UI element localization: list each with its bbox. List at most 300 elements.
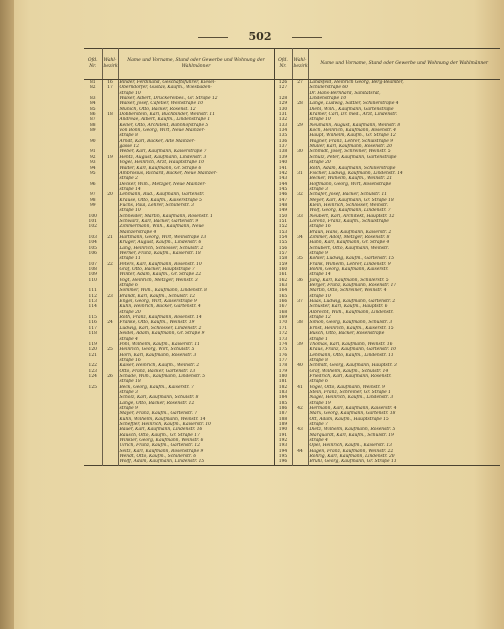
entry-text: Jung, Karl, Kaufmann, Schillerstr. 5 (308, 278, 500, 283)
entry-number: 140 (274, 160, 292, 165)
entry-text: Schillerstraße 60 (308, 85, 500, 90)
entry-text: straße 20 (118, 310, 274, 315)
page-number-rule-right (292, 37, 322, 38)
entry-text: Rausch, Otto, Kaufm., Gr. Straße 17 (118, 433, 274, 438)
entry-text: straße 3 (118, 390, 274, 395)
entry-number: 116 (88, 320, 97, 326)
entry-number: 110 (88, 277, 97, 283)
entry-number: 114 (88, 304, 97, 310)
entry-text: Meyer, Karl, Kaufmann, Gr. Straße 18 (308, 198, 500, 203)
district-number: 38 (292, 320, 308, 325)
entry-text: Decker, Wilh., Metzger, Neue Mainzer- (118, 182, 274, 187)
entry-text: Stein, Franz, Schreiner, Gr. Straße 1 (308, 390, 500, 395)
entry-text: Scheffler, Heinrich, Kaufm., Kaiserstr. 10 (118, 422, 274, 427)
entry-text: Walser, Josef, Cafétier, Weinstraße 10 (118, 101, 274, 106)
district-number (102, 459, 118, 465)
header-district: Wahl-bezirk (292, 49, 308, 80)
entry-number: 129 (274, 101, 292, 106)
entry-number: 93 (89, 160, 96, 166)
entry-text: Krüger, August, Kaufm., Lindenstr. 6 (118, 240, 274, 245)
entry-text: Thomas, Karl, Kaufmann, Weinstr. 16 (308, 342, 500, 347)
entry-text: Kraus, Franz, Kaufmann, Gartenstr. 10 (308, 347, 500, 352)
entry-number: 136 (274, 139, 292, 144)
entry-text: Ernst, Heinrich, Kaufm., Kaiserstr. 15 (308, 326, 500, 331)
district-number (292, 459, 308, 465)
district-number: 41 (292, 385, 308, 390)
entry-text: Dietz, Wilhelm, Kaufmann, Rosenstr. 5 (308, 427, 500, 432)
entry-number: 196 (274, 459, 292, 465)
page-number-rule-left (198, 37, 228, 38)
district-number: 30 (292, 149, 308, 154)
entry-text: Klein, Heinrich, Schlosser, Weinstr. (308, 203, 500, 208)
header-number: Ofd. Nr. (84, 49, 102, 80)
entry-text: Kaiser, Heinrich, Kaufm., Weinstr. 2 (118, 363, 274, 368)
entry-text: Becker, Wilhelm, Kaufm., Weinstr. 21 (308, 176, 500, 181)
entry-number: 189 (274, 422, 292, 427)
district-number: 20 (102, 192, 118, 197)
entry-text: Schäfer, Josef, Bäcker, Schulstr. 11 (308, 192, 500, 197)
entry-number: 117 (88, 325, 97, 331)
entry-text: straße 19 (308, 401, 500, 406)
entry-text: Walter, Karl, Kaufmann, Gr. Straße 6 (118, 166, 274, 171)
header-district: Wahl-bezirk (102, 49, 118, 80)
entry-number: 82 (89, 85, 96, 91)
entry-text: Friedrich, Karl, Kaufmann, Rosenstr. (308, 374, 500, 379)
entry-number: 83 (89, 96, 96, 102)
entry-number: 104 (88, 240, 97, 246)
entry-text: Winter, Adam, Kaufm., Gr. Straße 22 (118, 272, 274, 277)
entry-text: Vogel, Otto, Kaufmann, Weinstr. 9 (308, 385, 500, 390)
entry-text: Nagel, Heinrich, Kaufm., Lindenstr. 3 (308, 395, 500, 400)
entry-text: straße 10 (118, 208, 274, 213)
entry-number: 153 (274, 230, 292, 235)
entry-number: 170 (274, 320, 292, 325)
entry-number: 113 (88, 299, 97, 305)
entry-text: Krause, Otto, Kaufm., Kaiserstraße 5 (118, 198, 274, 203)
entry-number: 191 (274, 433, 292, 438)
district-number: 36 (292, 278, 308, 283)
entry-number: 178 (274, 363, 292, 368)
entry-number: 179 (274, 369, 292, 374)
entry-text: straße 20 (308, 160, 500, 165)
district-number: 25 (102, 347, 118, 352)
entry-text: Beck, Georg, Kaufm., Kaiserstr. 7 (118, 385, 274, 390)
entry-number: 100 (88, 213, 97, 219)
entry-text: straße 7 (308, 422, 500, 427)
entry-number: 185 (274, 401, 292, 406)
entry-text: Schuster, Karl, Kaufm., Hauptstr. 6 (308, 304, 500, 309)
entry-text: gasse 12 (118, 144, 274, 149)
entry-text: Röhrig, Karl, Kaufmann, Lindenstr. 20 (308, 454, 500, 459)
entry-number: 128 (274, 96, 292, 101)
entry-text: Müller, Karl, Kaufmann, Rosenstr. 20 (308, 144, 500, 149)
entry-number: 120 (88, 347, 97, 353)
district-number: 43 (292, 427, 308, 432)
entry-text: straße 6 (118, 283, 274, 288)
entry-number: 146 (274, 192, 292, 197)
entry-text: Heinrich, Georg, Wirt, Schulstr. 5 (118, 347, 274, 352)
district-number: 24 (102, 320, 118, 325)
district-number: 17 (102, 85, 118, 90)
entry-text: Hentz, August, Kaufmann, Lindenstr. 3 (118, 155, 274, 160)
entry-number: 168 (274, 310, 292, 315)
entry-number: 157 (274, 251, 292, 256)
entry-number: 95 (89, 170, 96, 176)
entry-text: Landsfeld, Heinrich Georg, Berg-Beamter, (308, 80, 500, 86)
entry-text: Schneider, Martin, Kaufmann, Rosenstr. 1 (118, 214, 274, 219)
entry-number: 166 (274, 299, 292, 304)
entry-text: Ulrich, Franz, Kaufm., Gartenstr. 12 (118, 443, 274, 448)
entry-number: 154 (274, 235, 292, 240)
entry-text: Ludwig, Karl, Schlosser, Lindenstr. 2 (118, 326, 274, 331)
entry-number: 148 (274, 203, 292, 208)
entry-number: 88 (89, 122, 96, 128)
entry-number: 144 (274, 182, 292, 187)
entry-text: Pohl, Wilhelm, Kaufm., Kaiserstr. 11 (118, 342, 274, 347)
entry-text: Peters, Karl, Kaufmann, Rosenstr. 10 (118, 262, 274, 267)
entry-text: Fuchs, Paul, Lehrer, Schillerstr. 3 (118, 203, 274, 208)
entry-text: Martin, Otto, Schreiner, Weinstr. 4 (308, 288, 500, 293)
entry-number: 164 (274, 288, 292, 293)
district-number: 39 (292, 342, 308, 347)
entry-text: Schmidt, Josef, Schreiner, Weinstr. 5 (308, 149, 500, 154)
entry-text: Scholz, Karl, Kaufmann, Schulstr. 8 (118, 395, 274, 400)
entry-number: 107 (88, 261, 97, 267)
entry-text: Kühn, Wilhelm, Kaufmann, Weinstr. 14 (118, 417, 274, 422)
entry-number: 102 (88, 224, 97, 230)
entry-text: Kuhn, Heinrich, Bäcker, Gartenstr. 4 (118, 304, 274, 309)
table-header-row (84, 49, 500, 80)
district-number: 34 (292, 235, 308, 240)
entry-number: 195 (274, 454, 292, 459)
entry-number: 90 (89, 138, 96, 144)
entry-number: 134 (274, 128, 292, 133)
entry-text: Neumann, August, Kaufmann, Weinstr. 8 (308, 123, 500, 128)
entry-number: 176 (274, 353, 292, 358)
entry-text: Zimmermann, Wilh., Kaufmann, Neue (118, 224, 274, 229)
entry-text: straße 6 (308, 379, 500, 384)
entry-number: 123 (88, 368, 97, 374)
entry-number: 85 (89, 106, 96, 112)
entry-number: 139 (274, 155, 292, 160)
entry-number: 81 (89, 80, 96, 85)
entry-text: Haas, Ludwig, Kaufmann, Gartenstr. 2 (308, 299, 500, 304)
entry-number: 167 (274, 304, 292, 309)
district-number: 31 (292, 171, 308, 176)
voter-register-table (84, 48, 500, 466)
entry-text: Wendt, Otto, Kaufm., Schillerstr. 6 (118, 454, 274, 459)
district-number: 21 (102, 235, 118, 240)
entry-text: Weber, Karl, Kaufmann, Kaiserstraße 7 (118, 149, 274, 154)
entry-number: 162 (274, 278, 292, 283)
entry-number: 149 (274, 208, 292, 213)
entry-text: Schulz, Peter, Kaufmann, Gartenstraße (308, 155, 500, 160)
entry-text: Lehmann, Otto, Kaufm., Lindenstr. 11 (308, 353, 500, 358)
entry-text: Lehmann, Rud., Kaufmann, Gartenstr. (118, 192, 274, 197)
district-number: 32 (292, 192, 308, 197)
entry-text: Berger, Franz, Kaufmann, Rosenstr. 17 (308, 283, 500, 288)
entry-number: 188 (274, 417, 292, 422)
entry-text: von Bonn, Georg, Wirt, Neue Mainzer- (118, 128, 274, 133)
district-number: 26 (102, 374, 118, 379)
district-number: 44 (292, 449, 308, 454)
district-number: 28 (292, 101, 308, 106)
entry-number: 103 (88, 234, 97, 240)
entry-text: Neubert, Karl, Architekt, Hauptstr. 12 (308, 214, 500, 219)
district-number: 35 (292, 256, 308, 261)
entry-text: Wagner, Franz, Lehrer, Schulstraße 9 (308, 139, 500, 144)
entry-text: Hagen, Franz, Kaufmann, Weinstr. 22 (308, 449, 500, 454)
entry-text: Seitz, Karl, Kaufmann, Rosenstraße 9 (118, 449, 274, 454)
entry-text: Lange, Otto, Bäcker, Rosenstr. 12 (118, 401, 274, 406)
entry-text: Dr. Hans-Bernhard, Sanitätsrat, (308, 91, 500, 96)
entry-number: 86 (89, 112, 96, 118)
entry-text: Zimmer, Adolf, Metzger, Rosenstr. 8 (308, 235, 500, 240)
entry-text: straße 10 (308, 117, 500, 122)
entry-text: Diehl, Wilh., Kaufmann, Gartenstraße (308, 107, 500, 112)
entry-text: Haupt, Wilhelm, Kaufm., Gr. Straße 12 (308, 133, 500, 138)
entry-number: 138 (274, 149, 292, 154)
entry-text: Roth, Franz, Kaufmann, Rosenstr. 14 (118, 315, 274, 320)
entry-number: 175 (274, 347, 292, 352)
entry-text: Keller, Otto, Architekt, Bahnhofstraße 5 (118, 123, 274, 128)
entry-text: Mayer, Franz, Kaufm., Gartenstr. 7 (118, 411, 274, 416)
entry-number: 182 (274, 385, 292, 390)
entry-text: Werner, Franz, Kaufm., Kaiserstr. 18 (118, 251, 274, 256)
entry-number: 147 (274, 198, 292, 203)
entry-text: Roth, Adam, Kaufmann, Schillerstraße (308, 166, 500, 171)
entry-text: Braun, Hans, Kaufmann, Kaiserstr. 2 (308, 230, 500, 235)
entry-text: Hermann, Karl, Kaufmann, Kaiserstr. 4 (308, 406, 500, 411)
entry-number: 130 (274, 107, 292, 112)
entry-text: straße 14 (308, 272, 500, 277)
entry-text: Lorenz, Franz, Kaufm., Schulstraße (308, 219, 500, 224)
entry-text: Kramer, Carl, Dr. med., Arzt, Lindenstr. (308, 112, 500, 117)
entry-number: 186 (274, 406, 292, 411)
entry-text: straße 3 (308, 187, 500, 192)
entry-number: 171 (274, 326, 292, 331)
entry-number: 190 (274, 427, 292, 432)
entry-text: Walser, Albert, Druckereibes., Gr. Straße 12 (118, 96, 274, 101)
entry-text: Köhler, Ludwig, Kaufm., Gartenstr. 15 (308, 256, 500, 261)
entry-text: straße 8 (118, 133, 274, 138)
entry-text: straße 10 (308, 294, 500, 299)
entry-text: Brühl, Georg, Kaufmann, Gr. Straße 11 (308, 459, 500, 465)
entry-text: straße 10 (118, 91, 274, 96)
entry-number: 119 (88, 341, 97, 347)
entry-number: 141 (274, 166, 292, 171)
entry-number: 118 (88, 331, 97, 337)
entry-text: Opel, Heinrich, Kaufm., Kaiserstr. 13 (308, 443, 500, 448)
district-number: 22 (102, 262, 118, 267)
entry-number: 158 (274, 256, 292, 261)
entry-number: 152 (274, 224, 292, 229)
entry-number: 108 (88, 267, 97, 273)
entry-text: Otto, Franz, Bäcker, Gartenstr. 13 (118, 369, 274, 374)
entry-number: 173 (274, 337, 292, 342)
entry-text: Franke, Otto, Kaufm., Weinstr. 19 (118, 320, 274, 325)
entry-number: 193 (274, 443, 292, 448)
entry-number: 183 (274, 390, 292, 395)
entry-text: Schwarz, Karl, Bäcker, Gartenstr. 9 (118, 219, 274, 224)
entry-text: Bauer, Karl, Kaufmann, Lindenstr. 16 (118, 427, 274, 432)
entry-number: 133 (274, 123, 292, 128)
entry-number: 124 (88, 373, 97, 379)
entry-number: 96 (89, 181, 96, 187)
entry-number: 155 (274, 240, 292, 245)
entry-text: Lindenstraße 10 (308, 96, 500, 101)
entry-number: 160 (274, 267, 292, 272)
entry-text: Böhm, Georg, Kaufmann, Kaiserstr. (308, 267, 500, 272)
entry-number: 163 (274, 283, 292, 288)
district-number: 16 (102, 80, 118, 86)
entry-text: Koch, Heinrich, Kaufmann, Rosenstr. 4 (308, 128, 500, 133)
entry-text: straße 11 (118, 256, 274, 261)
entry-text: Oberndörfer, Gustav, Kaufm., Wiesbaden- (118, 85, 274, 90)
entry-number: 187 (274, 411, 292, 416)
entry-text: Mainzerstraße 4 (118, 230, 274, 235)
entry-number: 111 (88, 288, 97, 294)
district-number: 18 (102, 112, 118, 117)
entry-number: 161 (274, 272, 292, 277)
entry-text: Albrecht, Wilh., Kaufmann, Lindenstr. (308, 310, 500, 315)
district-number: 19 (102, 155, 118, 160)
district-number: 42 (292, 406, 308, 411)
entry-number (84, 459, 102, 465)
entry-number: 143 (274, 176, 292, 181)
entry-number: 156 (274, 246, 292, 251)
entry-text: Dobberstein, Karl, Buchbinder, Weinstr. 11 (118, 112, 274, 117)
entry-number: 105 (88, 245, 97, 251)
entry-number: 121 (88, 352, 97, 358)
entry-text: Horn, Karl, Kaufmann, Rosenstr. 3 (118, 353, 274, 358)
entry-text: Schade, Wilh., Kaufmann, Lindenstr. 5 (118, 374, 274, 379)
entry-text: straße 12 (308, 315, 500, 320)
entry-text: Vogel, Heinrich, Arzt, Hauptstraße 10 (118, 160, 274, 165)
entry-number: 98 (89, 197, 96, 203)
district-number: 29 (292, 123, 308, 128)
header-name: Name und Vorname, Stand oder Gewerbe und Wohnung der Wahlmänner (118, 49, 274, 80)
entry-text: straße 8 (308, 358, 500, 363)
entry-number: 137 (274, 144, 292, 149)
entry-text: Ambrosius, Richard, Bäcker, Neue Mainzer- (118, 171, 274, 176)
entry-number: 174 (274, 342, 292, 347)
entry-number: 192 (274, 438, 292, 443)
entry-text: straße 16 (308, 224, 500, 229)
entry-text: Wolf, Georg, Kaufmann, Lindenstr. 7 (308, 208, 500, 213)
entry-number: 177 (274, 358, 292, 363)
entry-number: 99 (89, 202, 96, 208)
entry-text: straße 16 (118, 358, 274, 363)
entry-text: Graf, Otto, Bäcker, Hauptstraße 7 (118, 267, 274, 272)
entry-number: 142 (274, 171, 292, 176)
entry-text: Lang, Heinrich, Schlosser, Schulstr. 2 (118, 246, 274, 251)
entry-number: 165 (274, 294, 292, 299)
entry-number: 127 (274, 85, 292, 90)
entry-text: Binder, Ferdinand, Geschäftsführer, Kiesel- (118, 80, 274, 86)
entry-text: Schubert, Otto, Kaufmann, Weinstr. (308, 246, 500, 251)
entry-text: Vogt, Heinrich, Metzger, Weinstr. 3 (118, 278, 274, 283)
entry-number: 89 (89, 128, 96, 134)
entry-number: 94 (89, 165, 96, 171)
entry-text: Hahn, Karl, Kaufmann, Gr. Straße 4 (308, 240, 500, 245)
entry-number: 84 (89, 101, 96, 107)
entry-number: 126 (274, 80, 292, 86)
entry-text: Andreae, Albert, Kaufm., Lindenstraße 1 (118, 117, 274, 122)
entry-text: straße 14 (118, 187, 274, 192)
entry-number: 135 (274, 133, 292, 138)
entry-number: 112 (88, 293, 97, 299)
entry-text: Frank, Wilhelm, Lehrer, Lindenstr. 9 (308, 262, 500, 267)
entry-text: Brandt, Karl, Kaufm., Schulstr. 12 (118, 294, 274, 299)
entry-text: Simon, Georg, Kaufmann, Schulstr. 3 (308, 320, 500, 325)
entry-text: straße 18 (118, 379, 274, 384)
header-number: Ofd. Nr. (274, 49, 292, 80)
entry-number: 150 (274, 214, 292, 219)
entry-number: 151 (274, 219, 292, 224)
entry-text: straße 1 (308, 337, 500, 342)
entry-number: 180 (274, 374, 292, 379)
entry-text: Munich, Otto, Bäcker, Rosenst. 12 (118, 107, 274, 112)
entry-text: Seidel, Adam, Kaufmann, Gr. Straße 9 (118, 331, 274, 336)
district-number: 23 (102, 294, 118, 299)
entry-number: 91 (89, 149, 96, 155)
entry-number: 122 (88, 363, 97, 369)
entry-text: Arndt, Karl, Bäcker, Alte Mainzer- (118, 139, 274, 144)
entry-number: 92 (89, 154, 96, 160)
entry-number: 109 (88, 272, 97, 278)
entry-number: 181 (274, 379, 292, 384)
entry-number: 87 (89, 117, 96, 123)
entry-text: straße 4 (118, 337, 274, 342)
entry-text: Engel, Georg, Wirt, Kaiserstraße 9 (118, 299, 274, 304)
entry-text: Hoffmann, Georg, Wirt, Rosenstraße (308, 182, 500, 187)
entry-text: Winkler, Georg, Kaufmann, Weinstr. 6 (118, 438, 274, 443)
entry-number: 194 (274, 449, 292, 454)
entry-text: Hartmann, Georg, Wirt, Weinstraße 13 (118, 235, 274, 240)
entry-text: Marx, Georg, Kaufmann, Gartenstr. 18 (308, 411, 500, 416)
entry-number: 169 (274, 315, 292, 320)
district-number: 40 (292, 363, 308, 368)
entry-number: 106 (88, 251, 97, 256)
entry-number: 97 (89, 192, 96, 198)
entry-text: Wolff, Adam, Kaufmann, Lindenstr. 15 (118, 459, 274, 465)
entry-text: Graf, Wilhelm, Kaufm., Schulstr. 14 (308, 369, 500, 374)
entry-number: 101 (88, 218, 97, 224)
district-number: 33 (292, 214, 308, 219)
entry-text: Marquardt, Karl, Kaufm., Schulstr. 19 (308, 433, 500, 438)
binding-gutter (0, 0, 14, 629)
district-number: 37 (292, 299, 308, 304)
entry-text: Sommer, Wilh., Kaufmann, Lindenstr. 8 (118, 288, 274, 293)
entry-text: Schmitt, Georg, Kaufmann, Hauptstr. 3 (308, 363, 500, 368)
entry-text: Fischer, Ludwig, Kaufmann, Lindenstr. 14 (308, 171, 500, 176)
header-name: Name und Vorname, Stand oder Gewerbe und Wohnung der Wahlmänner (308, 49, 500, 80)
entry-number: 145 (274, 187, 292, 192)
entry-text: straße 4 (308, 438, 500, 443)
entry-number: 172 (274, 331, 292, 336)
entry-text: straße 2 (118, 176, 274, 181)
entry-number: 115 (88, 315, 97, 321)
entry-number: 131 (274, 112, 292, 117)
entry-number: 184 (274, 395, 292, 400)
entry-number: 125 (88, 384, 97, 390)
page-number: 502 (248, 30, 272, 43)
entry-text: straße 9 (308, 251, 500, 256)
entry-number: 132 (274, 117, 292, 122)
entry-text: Busch, Otto, Bäcker, Rosenstraße (308, 331, 500, 336)
entry-text: Lange, Ludwig, Sattler, Schillerstraße 4 (308, 101, 500, 106)
